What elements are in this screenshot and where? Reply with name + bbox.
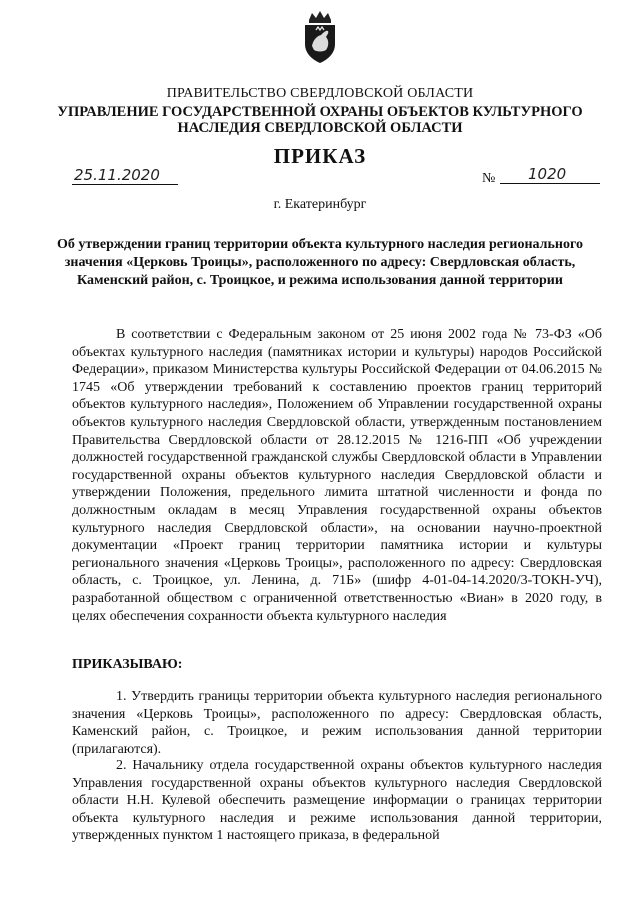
document-heading: Об утверждении границ территории объекта культурного наследия регионального значения «Церковь Троицы», расположенного по адресу: Свердловская область, Каменский район, с. Троицкое, и режима использования данной территории [57, 237, 583, 288]
sverdlovsk-coat-of-arms-icon [299, 10, 341, 64]
department-name: УПРАВЛЕНИЕ ГОСУДАРСТВЕННОЙ ОХРАНЫ ОБЪЕКТОВ КУЛЬТУРНОГО НАСЛЕДИЯ СВЕРДЛОВСКОЙ ОБЛАСТИ [57, 104, 583, 136]
document-type: ПРИКАЗ [273, 144, 367, 168]
government-name: ПРАВИТЕЛЬСТВО СВЕРДЛОВСКОЙ ОБЛАСТИ [166, 86, 474, 101]
order-word: ПРИКАЗЫВАЮ: [72, 657, 183, 672]
document-date: 25.11.2020 [72, 166, 178, 185]
order-item-2: 2. Начальнику отдела государственной охраны объектов культурного наследия Управления государственной охраны объектов культурного наследия Свердловской области Н.Н. Кулевой обеспечить размещение информации о границах территории объекта культурного наследия и режиме использования данной территории, утвержденных пунктом 1 настоящего приказа, в федеральной [72, 758, 602, 844]
order-item-1: 1. Утвердить границы территории объекта культурного наследия регионального значения «Церковь Троицы», расположенного по адресу: Свердловская область, Каменский район, с. Троицкое, и режим использования данной территории (прилагаются). [72, 689, 602, 757]
document-number: 1020 [500, 165, 600, 184]
number-label: № [482, 171, 496, 186]
city: г. Екатеринбург [273, 197, 367, 212]
preamble-paragraph: В соответствии с Федеральным законом от 25 июня 2002 года № 73-ФЗ «Об объектах культурного наследия (памятниках истории и культуры) народов Российской Федерации», приказом Министерства культуры Российской Федерации от 04.06.2015 № 1745 «Об утверждении требований к составлению проектов границ территорий объектов культурного наследия», Положением об Управлении государственной охраны объектов культурного наследия Свердловской области, утвержденным постановлением Правительства Свердловской области от 28.12.2015 № 1216-ПП «Об учреждении должностей государственной гражданской службы Свердловской области в Управлении государственной охраны объектов культурного наследия Свердловской области и утверждении Положения, предельного лимита штатной численности и фонда по должностным окладам в месяц Управления государственной охраны объектов культурного наследия Свердловской области», на основании научно-проектной документации «Проект границ территории памятника истории и культуры регионального значения «Церковь Троицы», расположенного по адресу: Свердловская область, с. Троицкое, ул. Ленина, д. 71Б» (шифр 4-01-04-14.2020/3-ТОКН-УЧ), разработанной обществом с ограниченной ответственностью «Виан» в 2020 году, в целях обеспечения сохранности объекта культурного наследия [72, 327, 602, 624]
